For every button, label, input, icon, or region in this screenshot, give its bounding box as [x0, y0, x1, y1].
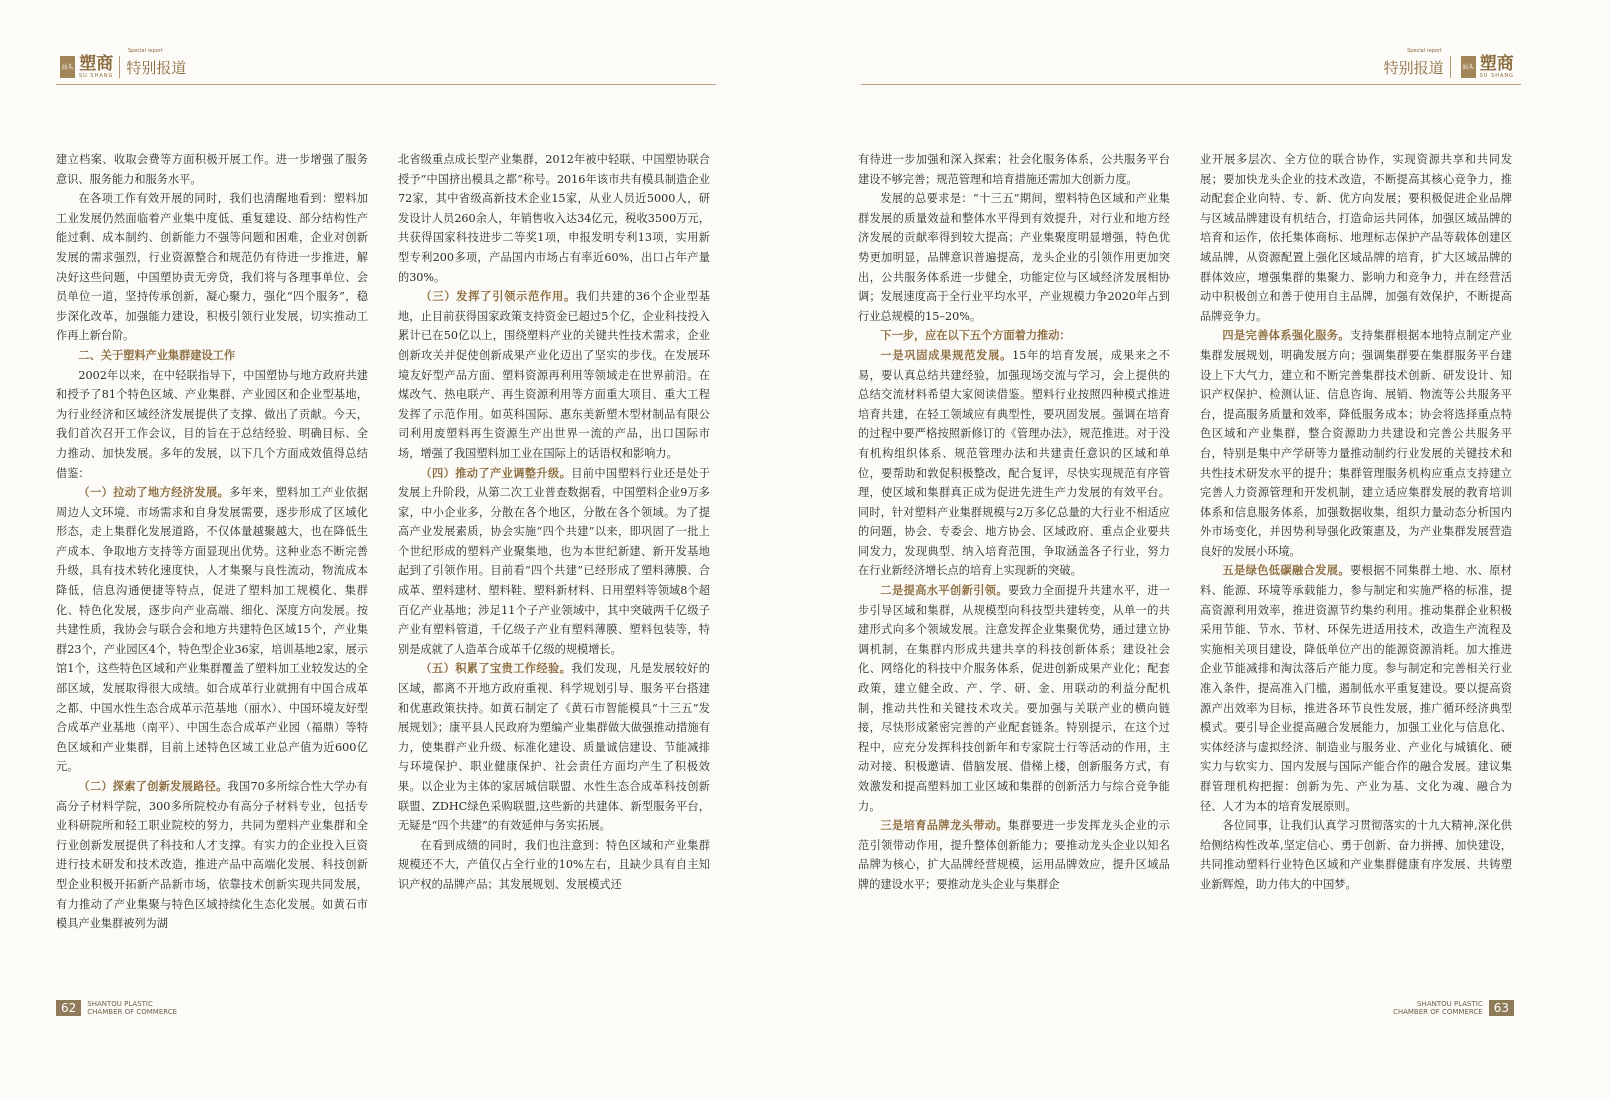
subsection-lead: （四）推动了产业调整升级。 [420, 466, 572, 480]
paragraph: 在各项工作有效开展的同时，我们也清醒地看到：塑料加工业发展仍然面临着产业集中度低、重复建设、部分结构性产能过剩、成本制约、创新能力不强等问题和困难，企业对创新发展的需求强烈，行业资源整合和规范仍有待进一步推进，解决好这些问题，中国塑协责无旁贷，我们将与各理事单位、会员单位一道，坚持传承创新，凝心聚力，强化“四个服务”，稳步深化改革，加强能力建设，积极引领行业发展，切实推动工作再上新台阶。 [56, 192, 368, 343]
subsection-text: 多年来，塑料加工产业依据周边人文环境、市场需求和自身发展需要，逐步形成了区域化形态，走上集群化发展道路，不仅体量越聚越大，也在降低生产成本、争取地方支持等方面显现出优势。这种业态不断完善升级，具有技术转化速度快，人才集聚与良性流动，物流成本降低，信息沟通便捷等特点，促进了塑料加工规模化、集群化、特色化发展，逐步向产业高端、细化、深度方向发展。按共建性质，我协会与联合会和地方共建特色区域15个，产业集群23个，产业园区4个，特色型企业36家，培训基地2家，展示馆1个，这些特色区域和产业集群覆盖了塑料加工业较发达的全部区域，发展取得很大成绩。如合成革行业就拥有中国合成革之都、中国水性生态合成革示范基地（丽水）、中国环境友好型合成革产业基地（南平）、中国生态合成革产业园（福鼎）等特色区域和产业集群，目前上述特色区域工业总产值为近600亿元。 [56, 486, 368, 774]
subsection-text: 我国70多所综合性大学办有高分子材料学院，300多所院校办有高分子材料专业，包括专业科研院所和轻工职业院校的努力，共同为塑料产业集群和全行业创新发展提供了科技和人才支撑。有实力的企业投入巨资进行技术研发和技术改造，推进产品中高端化发展、科技创新型企业积极开拓新产品新市场，依靠技术创新实现共同发展，有力推动了产业集聚与特色区域持续化生态化发展。如黄石市模具产业集群被列为湖 [56, 780, 368, 931]
paragraph [398, 287, 710, 463]
paragraph: 业开展多层次、全方位的联合协作，实现资源共享和共同发展；要加快龙头企业的技术改造，不断提高其核心竞争力，推动配套企业向特、专、新、优方向发展；要积极促进企业品牌与区域品牌建设有机结合，打造命运共同体，加强区域品牌的培育和运作，依托集体商标、地理标志保护产品等载体创建区域品牌，从资源配置上强化区域品牌的培育，扩大区域品牌的群体效应，增强集群的集聚力、影响力和竞争力，并在经营活动中积极创立和善于使用自主品牌，加强有效保护，不断提高品牌竞争力。 [1200, 153, 1512, 323]
section-heading: 二、关于塑料产业集群建设工作 [78, 348, 236, 362]
header-rule [56, 84, 716, 85]
publication-line: CHAMBER OF COMMERCE [87, 1008, 178, 1016]
subsection-lead: 四是完善体系强化服务。 [1222, 329, 1350, 343]
subsection-text: 我们发现，凡是发展较好的区域，都离不开地方政府重视、科学规划引导、服务平台搭建和优惠政策扶持。如黄石制定了《黄石市智能模具“十三五”发展规划》；康平县人民政府为塑编产业集群做大做强推动措施有力，使集群产业升级、标准化建设、质量诚信建设、节能减排与环境保护、职业健康保护、社会责任方面均产生了积极效果。以企业为主体的家居城信联盟、水性生态合成革科技创新联盟、ZDHC绿色采购联盟,这些新的共建体、新型服务平台，无疑是“四个共建”的有效延伸与务实拓展。 [398, 662, 710, 833]
paragraph: 有待进一步加强和深入探索；社会化服务体系，公共服务平台建设不够完善；规范管理和培育措施还需加大创新力度。 [858, 153, 1170, 186]
header-rule [861, 84, 1521, 85]
paragraph [858, 346, 1170, 581]
subsection-lead: （三）发挥了引领示范作用。 [420, 290, 577, 304]
text-column-3 [858, 150, 1170, 895]
paragraph: 北省级重点成长型产业集群，2012年被中轻联、中国塑协联合授予“中国挤出模具之都”称号。2016年该市共有模具制造企业72家，其中省级高新技术企业15家，从业人员近5000人，研发设计人员260余人，年销售收入达34亿元，税收3500万元，共获得国家科技进步二等奖1项，申报发明专利13项，实用新型专利200多项，产品国内市场占有率近60%，出口占年产量的30%。 [398, 153, 710, 284]
special-report-en: Special report [128, 48, 163, 54]
subsection-lead: （二）探索了创新发展路径。 [78, 780, 228, 793]
paragraph [398, 464, 710, 660]
right-page [805, 0, 1610, 1099]
paragraph [858, 816, 1170, 894]
logo-title: 塑商 [79, 54, 114, 74]
paragraph [398, 659, 710, 835]
text-column-1 [56, 150, 368, 934]
subsection-lead: （一）拉动了地方经济发展。 [78, 486, 230, 500]
paragraph [1200, 561, 1512, 816]
left-header [56, 50, 186, 84]
subsection-text: 15年的培育发展，成果来之不易，要认真总结共建经验，加强现场交流与学习，会上提供的总结交流材料希望大家阅读借鉴。塑料行业按照四种模式推进培育共建，在轻工领域应有典型性，要巩固发展。强调在培育的过程中要严格按照新修订的《管理办法》，规范推进。对于没有机构组织体系、规范管理办法和共建责任意识的区域和单位，要帮助和敦促积极整改，配合复评，尽快实现规范有序管理，使区域和集群真正成为促进先进生产力发展的有效平台。同时，针对塑料产业集群规模与2万多亿总量的大行业不相适应的问题，协会、专委会、地方协会、区域政府、重点企业要共同发力，发现典型、纳入培育范围，争取涵盖各子行业，努力在行业新经济增长点的培育上实现新的突破。 [858, 348, 1170, 578]
subsection-lead: 三是培育品牌龙头带动。 [880, 819, 1008, 833]
header-divider [119, 56, 120, 78]
right-header [1384, 50, 1514, 84]
magazine-logo-mark: 汕头 [60, 56, 75, 78]
paragraph: 建立档案、收取会费等方面积极开展工作。进一步增强了服务意识、服务能力和服务水平。 [56, 153, 368, 186]
page-number: 63 [1489, 1000, 1514, 1016]
page-number: 62 [56, 1000, 81, 1016]
header-divider [1450, 56, 1451, 78]
logo-subtitle: SU SHANG [79, 73, 114, 79]
right-footer [1387, 997, 1514, 1019]
section-title: 特别报道 [126, 58, 187, 77]
subsection-lead: （五）积累了宝贵工作经验。 [420, 662, 572, 676]
text-column-4 [1200, 150, 1512, 895]
magazine-logo-mark: 汕头 [1461, 56, 1476, 78]
subsection-lead: 五是绿色低碳融合发展。 [1222, 564, 1350, 578]
publication-line: SHANTOU PLASTIC [1417, 1000, 1483, 1008]
logo-title: 塑商 [1479, 54, 1514, 74]
paragraph [56, 777, 368, 934]
publication-name [87, 1000, 177, 1016]
subsection-lead: 二是提高水平创新引领。 [880, 584, 1008, 598]
subsection-text: 要根据不同集群土地、水、原材料、能源、环境等承载能力，参与制定和实施严格的标准，提高资源利用效率，推进资源节约集约利用。推动集群企业积极采用节能、节水、节材、环保先进适用技术，改造生产流程及实施相关项目建设，降低单位产出的能源资源消耗。加大推进企业节能减排和淘汰落后产能力度。参与制定和完善相关行业准入条件，提高准入门槛，遏制低水平重复建设。要以提高资源产出效率为目标，推进各环节良性发展，推广循环经济典型模式。要引导企业提高融合发展能力，加强工业化与信息化、实体经济与虚拟经济、制造业与服务业、产业化与城镇化、硬实力与软实力、国内发展与国际产能合作的融合发展。建议集群管理机构把握：创新为先、产业为基、文化为魂、融合为径、人才为本的培育发展原则。 [1200, 564, 1512, 813]
paragraph [1200, 326, 1512, 561]
special-report-en: Special report [1407, 48, 1442, 54]
paragraph: 各位同事，让我们认真学习贯彻落实的十九大精神,深化供给侧结构性改革,坚定信心、勇于创新、奋力拼搏、加快建设，共同推动塑料行业特色区域和产业集群健康有序发展、共铸塑业新辉煌，助力伟大的中国梦。 [1200, 819, 1512, 891]
publication-name [1393, 1000, 1483, 1016]
publication-line: SHANTOU PLASTIC [87, 1000, 153, 1008]
paragraph: 发展的总要求是：“十三五”期间，塑料特色区域和产业集群发展的质量效益和整体水平得到有效提升，对行业和地方经济发展的贡献率得到较大提高；产业集聚度明显增强，特色优势更加明显，品牌意识普遍提高，龙头企业的引领作用更加突出，公共服务体系进一步健全，功能定位与区域经济发展相协调；发展速度高于全行业平均水平，产业规模力争2020年占到行业总规模的15–20%。 [858, 192, 1170, 323]
paragraph: 2002年以来，在中轻联指导下，中国塑协与地方政府共建和授予了81个特色区域、产业集群、产业园区和企业型基地，为行业经济和区域经济发展提供了支撑、做出了贡献。今天，我们首次召开工作会议，目的旨在于总结经验、明确目标、全力推动、加快发展。多年的发展，以下几个方面成效值得总结借鉴： [56, 368, 368, 480]
subsection-text: 集群要进一步发挥龙头企业的示范引领带动作用，提升整体创新能力；要推动龙头企业以知名品牌为核心，扩大品牌经营规模，运用品牌效应，提升区域品牌的建设水平；要推动龙头企业与集群企 [858, 819, 1170, 891]
subsection-text: 目前中国塑料行业还是处于发展上升阶段，从第二次工业普查数据看，中国塑料企业9万多家，中小企业多，分散在各个地区，分散在各个领域。为了提高产业发展素质，协会实施“四个共建”以来，即巩固了一批上个世纪形成的塑料产业聚集地，也为本世纪新建、新开发基地起到了引领作用。目前看“四个共建”已经形成了塑料薄膜、合成革、塑料建材、塑料鞋、塑料新材料、日用塑料等领域8个超百亿产业基地；涉足11个子产业领域中，其中突破两千亿级子产业有塑料管道，千亿级子产业有塑料薄膜、塑料包装等，特别是成就了人造革合成革千亿级的规模增长。 [398, 466, 710, 656]
paragraph: 在看到成绩的同时，我们也注意到：特色区域和产业集群规模还不大，产值仅占全行业的10%左右，且缺少具有自主知识产权的品牌产品；其发展规划、发展模式还 [398, 838, 710, 891]
section-heading: 下一步，应在以下五个方面着力推动： [880, 329, 1071, 343]
section-title: 特别报道 [1383, 58, 1444, 77]
subsection-text: 要致力全面提升共建水平，进一步引导区域和集群，从规模型向科技型共建转变，从单一的共建形式向多个领域发展。注意发挥企业集聚优势，通过建立协调机制，在集群内形成共建共享的科技创新体系；建设社会化、网络化的科技中介服务体系，促进创新成果产业化；配套政策，建立健全政、产、学、研、金、用联动的利益分配机制，推动共性和关键技术攻关。要加强与关联产业的横向链接，尽快形成紧密完善的产业配套链条。特别提示，在这个过程中，应充分发挥科技创新年和专家院士行等活动的作用，主动对接、积极邀请、借脑发展、借梯上楼，创新服务方式，有效激发和提高塑料加工业区域和集群的创新活力与综合竞争能力。 [858, 584, 1170, 813]
magazine-logo [1480, 55, 1514, 79]
paragraph [858, 581, 1170, 816]
paragraph [56, 483, 368, 777]
left-footer [56, 997, 183, 1019]
subsection-lead: 一是巩固成果规范发展。 [880, 348, 1013, 362]
logo-subtitle: SU SHANG [1479, 73, 1514, 79]
subsection-text: 支持集群根据本地特点制定产业集群发展规划，明确发展方向；强调集群要在集群服务平台建设上下大气力，建立和不断完善集群技术创新、研发设计、知识产权保护、检测认证、信息咨询、展销、物流等公共服务平台，提高服务质量和效率，降低服务成本；协会将选择重点特色区域和产业集群，整合资源助力共建设和完善公共服务平台，特别是集中产学研等力量推动制约行业发展的关键技术和共性技术研发水平的提升；集群管理服务机构应重点支持建立完善人力资源管理和开发机制，建立适应集群发展的教育培训体系和信息服务体系，加强数据收集，组织力量动态分析国内外市场变化，并因势利导强化政策惠及，为产业集群发展营造良好的发展小环境。 [1200, 329, 1512, 558]
subsection-text: 我们共建的36个企业型基地，止目前获得国家政策支持资金已超过5个亿，企业科技投入累计已在50亿以上，围绕塑料产业的关键共性技术需求，企业创新攻关并促使创新成果产业化迈出了坚实的步伐。在发展环境友好型产品方面、塑料资源再利用等领域走在世界前沿。在煤改气、热电联产、再生资源利用等方面重大项目、重大工程发挥了示范作用。如英科国际、惠东美新塑木型材制品有限公司利用废塑料再生资源生产出世界一流的产品，出口国际市场，增强了我国塑料加工业在国际上的话语权和影响力。 [398, 290, 710, 460]
magazine-logo [79, 55, 113, 79]
publication-line: CHAMBER OF COMMERCE [1392, 1008, 1483, 1016]
text-column-2 [398, 150, 710, 895]
